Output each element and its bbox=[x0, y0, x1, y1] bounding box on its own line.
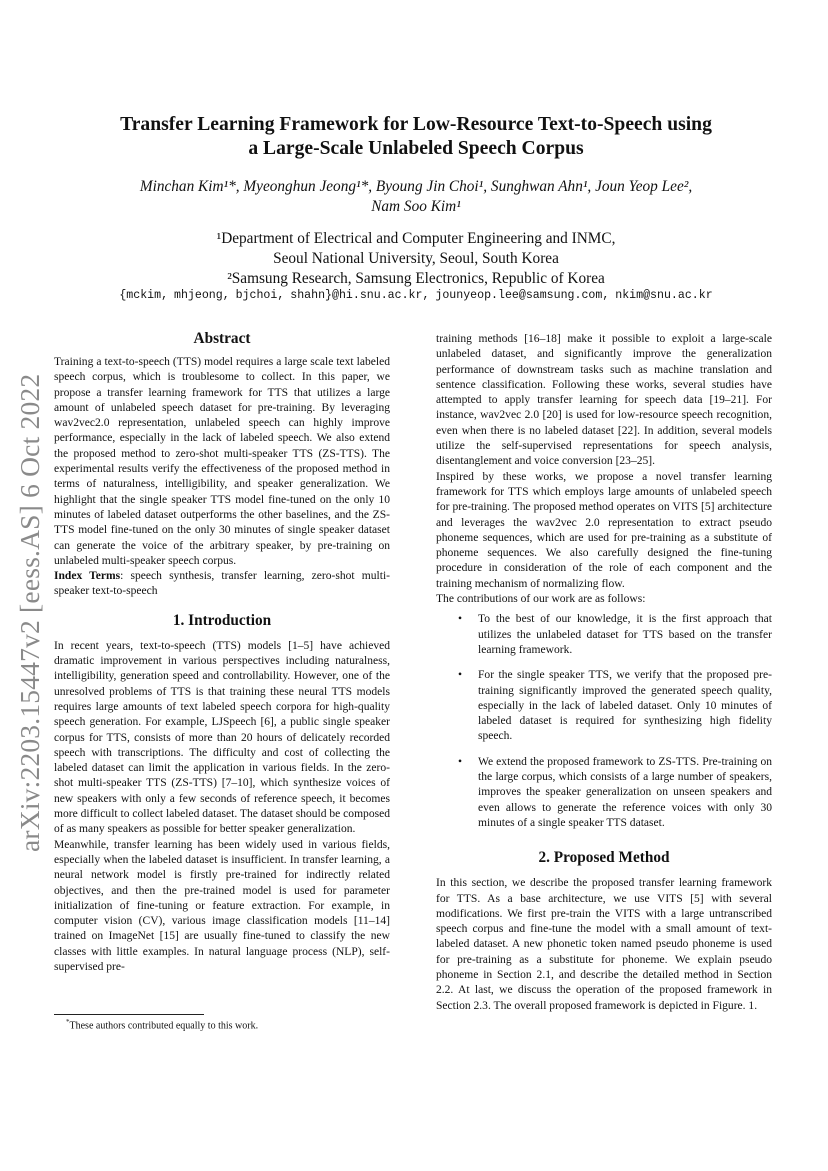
authors-line-1: Minchan Kim¹*, Myeonghun Jeong¹*, Byoung Jin Choi¹, Sunghwan Ahn¹, Joun Yeop Lee², bbox=[139, 178, 693, 195]
author-emails: {mckim, mhjeong, bjchoi, shahn}@hi.snu.ac.kr, jounyeop.lee@samsung.com, nkim@snu.ac.kr bbox=[119, 289, 713, 302]
arxiv-identifier-stamp: arXiv:2203.15447v2 [eess.AS] 6 Oct 2022 bbox=[14, 373, 45, 852]
index-terms-text: : speech synthesis, transfer learning, zero-shot multi-speaker text-to-speech bbox=[54, 570, 390, 598]
footnote-divider bbox=[54, 1014, 204, 1015]
contribution-item bbox=[436, 612, 772, 658]
footnote bbox=[66, 1018, 258, 1031]
right-column bbox=[436, 332, 772, 1014]
proposed-method-heading: 2. Proposed Method bbox=[538, 849, 670, 867]
bullet-icon: • bbox=[458, 669, 463, 682]
intro-paragraph-2: Meanwhile, transfer learning has been widely used in various fields, especially when the labeled dataset is insufficient. In transfer learning, a neural network model is firstly pre-trained for indirectly related objectives, and then the pre-trained model is used for parameter initialization of fine-tuning or feature extraction. For example, in computer vision (CV), various image classification models [11–14] trained on ImageNet [15] are usually fine-tuned to classify the new classes with little examples. In natural language process (NLP), self-supervised pre- bbox=[54, 838, 390, 973]
intro-paragraph-1: In recent years, text-to-speech (TTS) models [1–5] have achieved dramatic improvement in various perspectives including naturalness, intelligibility, generation speed and controllability. However, one of the unresolved problems of TTS is that training these neural TTS models requires large amounts of text labeled speech corpora for high-quality speech generation. For example, LJSpeech [6], a public single speaker corpus for TTS, consists of more than 20 hours of delicately recorded speech with transcriptions. The difficulty and cost of collecting the labeled dataset can limit the application in various fields. In the zero-shot multi-speaker TTS (ZS-TTS) [7–10], which synthesize voices of new speakers with only a few seconds of reference speech, it becomes more difficult to collect labeled dataset. The dataset should be composed of as many speakers as possible for better speaker generalization. bbox=[54, 639, 390, 836]
index-terms bbox=[54, 569, 390, 600]
bullet-icon: • bbox=[458, 613, 463, 626]
abstract-heading: Abstract bbox=[193, 330, 251, 347]
bullet-icon: • bbox=[458, 755, 463, 768]
title-line-2: a Large-Scale Unlabeled Speech Corpus bbox=[248, 138, 584, 159]
affiliation-line-2: Seoul National University, Seoul, South Korea bbox=[273, 250, 559, 267]
contribution-item bbox=[436, 668, 772, 744]
intro-paragraph-4: Inspired by these works, we propose a novel transfer learning framework for TTS which employs large amounts of unlabeled speech for pre-training. The proposed method operates on VITS [5] architecture and leverages the wav2vec 2.0 representation to extract pseudo phoneme sequences, which are used for pre-training as a substitute of phoneme sequences. We also carefully designed the fine-tuning procedure in consideration of the role of each component and the training mechanism of normalizing flow. bbox=[436, 470, 772, 590]
contribution-item bbox=[436, 755, 772, 831]
footnote-mark: * bbox=[66, 1018, 70, 1026]
author-list bbox=[80, 177, 752, 217]
index-terms-label: Index Terms bbox=[54, 570, 121, 583]
contributions-list bbox=[436, 612, 772, 831]
introduction-heading: 1. Introduction bbox=[172, 611, 272, 629]
contribution-text: For the single speaker TTS, we verify that the proposed pre-training significantly improved the generated speech quality, especially in the lack of labeled dataset. Only 10 minutes of labeled dataset is required for synthesizing high fidelity speech. bbox=[478, 669, 772, 743]
abstract-body: Training a text-to-speech (TTS) model requires a large scale text labeled speech corpus, which is troublesome to collect. In this paper, we propose a transfer learning framework for TTS that utilizes a large amount of unlabeled speech dataset for pre-training. By leveraging wav2vec2.0 representation, unlabeled speech can highly improve performance, especially in the lack of labeled speech. We also extend the proposed method to zero-shot multi-speaker TTS (ZS-TTS). The experimental results verify the effectiveness of the proposed method in terms of naturalness, intelligibility, and speaker generalization. We highlight that the single speaker TTS model fine-tuned on the only 10 minutes of labeled dataset outperforms the other baselines, and the ZS-TTS model fine-tuned on the only 30 minutes of single speaker dataset can generate the voice of the arbitrary speaker, by pre-training on unlabeled multi-speaker speech corpus. bbox=[54, 356, 390, 567]
method-paragraph-1: In this section, we describe the proposed transfer learning framework for TTS. As a base architecture, we use VITS [5] with several modifications. We first pre-train the VITS with a large untranscribed speech corpus and fine-tune the model with a small amount of text-labeled dataset. A new phonetic token named pseudo phoneme is used for pre-training as a substitute for phoneme. We explain pseudo phoneme in Section 2.1, and describe the detailed method in Section 2.2. At last, we discuss the operation of the proposed framework in Section 2.3. The overall proposed framework is depicted in Figure. 1. bbox=[436, 877, 772, 1012]
footnote-text: These authors contributed equally to this work. bbox=[69, 1020, 259, 1032]
affiliation-line-1: ¹Department of Electrical and Computer Engineering and INMC, bbox=[216, 230, 616, 247]
contribution-text: We extend the proposed framework to ZS-TTS. Pre-training on the large corpus, which consists of a large number of speakers, improves the speaker generalization on unseen speakers and even allows to generate the reference voices with only 30 minutes of a single speaker TTS dataset. bbox=[478, 755, 772, 829]
paper-title bbox=[80, 113, 752, 161]
title-line-1: Transfer Learning Framework for Low-Resource Text-to-Speech using bbox=[120, 114, 712, 135]
intro-paragraph-3: training methods [16–18] make it possible to exploit a large-scale unlabeled dataset, and significantly improve the generalization performance of downstream tasks such as machine translation and sentence classification. Following these works, several studies have attempted to apply transfer learning for speech data [19–21]. For instance, wav2vec 2.0 [20] is used for low-resource speech recognition, even when there is no labeled dataset [22]. In addition, several models utilize the self-supervised representations for speech analysis, disentanglement and voice conversion [23–25]. bbox=[436, 333, 772, 468]
contributions-lead: The contributions of our work are as follows: bbox=[436, 593, 646, 606]
affiliations bbox=[80, 229, 752, 289]
left-column bbox=[54, 330, 390, 975]
contribution-text: To the best of our knowledge, it is the first approach that utilizes the unlabeled dataset for TTS based on the transfer learning framework. bbox=[478, 613, 772, 656]
authors-line-2: Nam Soo Kim¹ bbox=[371, 198, 461, 215]
affiliation-line-3: ²Samsung Research, Samsung Electronics, Republic of Korea bbox=[227, 270, 605, 287]
